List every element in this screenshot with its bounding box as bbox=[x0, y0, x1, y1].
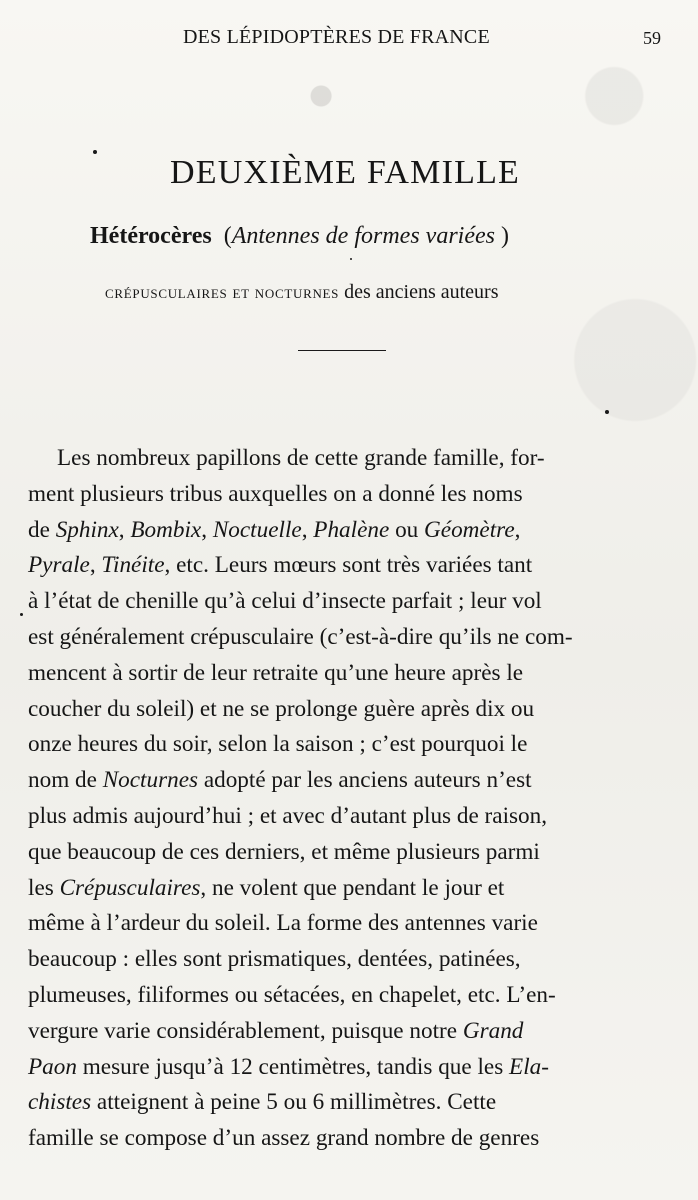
line-10-suffix: adopté par les anciens auteurs n’est bbox=[198, 767, 532, 794]
paragraph-line-9: onze heures du soir, selon la saison ; c’est pourquoi le bbox=[28, 731, 528, 758]
paragraph-line-10 bbox=[28, 763, 668, 799]
line-3-prefix: de bbox=[28, 516, 56, 543]
line-13-suffix: , ne volent que pendant le jour et bbox=[200, 874, 505, 901]
term-crepusculaires: Crépusculaires bbox=[59, 874, 201, 901]
paragraph-line-19 bbox=[28, 1085, 668, 1121]
paragraph-line-16: plumeuses, filiformes ou sétacées, en chapelet, etc. L’en- bbox=[28, 981, 556, 1008]
smallcaps-word-et: ET bbox=[232, 286, 250, 301]
line-3-suffix: , bbox=[514, 516, 521, 543]
chapter-subtitle bbox=[90, 223, 630, 250]
term-noctuelle: Noctuelle bbox=[212, 516, 302, 543]
paragraph-line-7: mencent à sortir de leur retraite qu’une heure après le bbox=[28, 659, 524, 686]
paragraph-line-4 bbox=[28, 548, 668, 584]
paragraph-line-20: famille se compose d’un assez grand nombre de genres bbox=[28, 1125, 540, 1152]
line-19-suffix: atteignent à peine 5 ou 6 millimètres. Cette bbox=[91, 1089, 497, 1116]
main-paragraph bbox=[28, 441, 668, 1157]
paragraph-line-17 bbox=[28, 1014, 668, 1050]
line-3-separator-2: , bbox=[201, 516, 213, 543]
term-geometre: Géomètre bbox=[424, 516, 515, 543]
chapter-title: DEUXIÈME FAMILLE bbox=[170, 154, 521, 191]
paragraph-line-11: plus admis aujourd’hui ; et avec d’autant plus de raison, bbox=[28, 802, 548, 829]
paragraph-line-12: que beaucoup de ces derniers, et même plusieurs parmi bbox=[28, 838, 540, 865]
smallcaps-word-crepusculaires: CRÉPUSCULAIRES bbox=[105, 286, 228, 301]
scan-speck bbox=[93, 150, 97, 154]
scan-speck bbox=[605, 410, 609, 414]
smallcaps-word-nocturnes: NOCTURNES bbox=[254, 286, 340, 301]
running-head: DES LÉPIDOPTÈRES DE FRANCE bbox=[183, 26, 490, 48]
term-grand: Grand bbox=[462, 1017, 524, 1044]
term-bombix: Bombix bbox=[130, 516, 202, 543]
paragraph-line-8: coucher du soleil) et ne se prolonge guère après dix ou bbox=[28, 695, 535, 722]
paragraph-line-3 bbox=[28, 513, 668, 549]
paragraph-line-1: Les nombreux papillons de cette grande famille, for- bbox=[57, 445, 545, 471]
line-3-separator-3: , bbox=[301, 516, 314, 543]
subtitle-bold-term: Hétérocères bbox=[90, 223, 212, 249]
paragraph-line-6: est généralement crépusculaire (c’est-à-dire qu’ils ne com- bbox=[28, 623, 573, 650]
scan-speck bbox=[20, 613, 23, 616]
line-3-separator-1: , bbox=[118, 516, 131, 543]
section-divider bbox=[298, 350, 386, 351]
term-ela: Ela- bbox=[509, 1053, 549, 1080]
page-number: 59 bbox=[643, 28, 661, 48]
paragraph-line-18 bbox=[28, 1050, 668, 1086]
term-sphinx: Sphinx bbox=[55, 516, 119, 543]
term-chistes: chistes bbox=[28, 1089, 92, 1116]
chapter-note bbox=[105, 281, 605, 304]
subtitle-close-paren: ) bbox=[500, 223, 509, 249]
line-4-separator: , bbox=[89, 552, 102, 579]
paragraph-line-2: ment plusieurs tribus auxquelles on a donné les noms bbox=[28, 480, 523, 507]
term-nocturnes: Nocturnes bbox=[102, 767, 199, 794]
subtitle-open-paren: ( bbox=[223, 223, 232, 249]
subtitle-italic-text: Antennes de formes variées bbox=[231, 223, 495, 249]
paragraph-line-13 bbox=[28, 871, 668, 907]
term-paon: Paon bbox=[28, 1053, 77, 1080]
scan-speck bbox=[350, 258, 352, 260]
line-3-separator-4: ou bbox=[389, 516, 425, 543]
line-10-prefix: nom de bbox=[28, 767, 103, 794]
line-18-middle: mesure jusqu’à 12 centimètres, tandis que les bbox=[76, 1053, 510, 1080]
paragraph-line-14: même à l’ardeur du soleil. La forme des antennes varie bbox=[28, 910, 538, 937]
paragraph-line-5: à l’état de chenille qu’à celui d’insecte parfait ; leur vol bbox=[28, 588, 542, 615]
line-4-rest: , etc. Leurs mœurs sont très variées tant bbox=[164, 552, 533, 579]
note-tail-text: des anciens auteurs bbox=[344, 281, 499, 303]
line-17-prefix: vergure varie considérablement, puisque notre bbox=[28, 1017, 463, 1044]
term-pyrale: Pyrale bbox=[28, 552, 90, 579]
line-13-prefix: les bbox=[28, 874, 60, 901]
term-tineite: Tinéite bbox=[101, 552, 165, 579]
term-phalene: Phalène bbox=[313, 516, 390, 543]
paragraph-line-15: beaucoup : elles sont prismatiques, dentées, patinées, bbox=[28, 946, 521, 973]
